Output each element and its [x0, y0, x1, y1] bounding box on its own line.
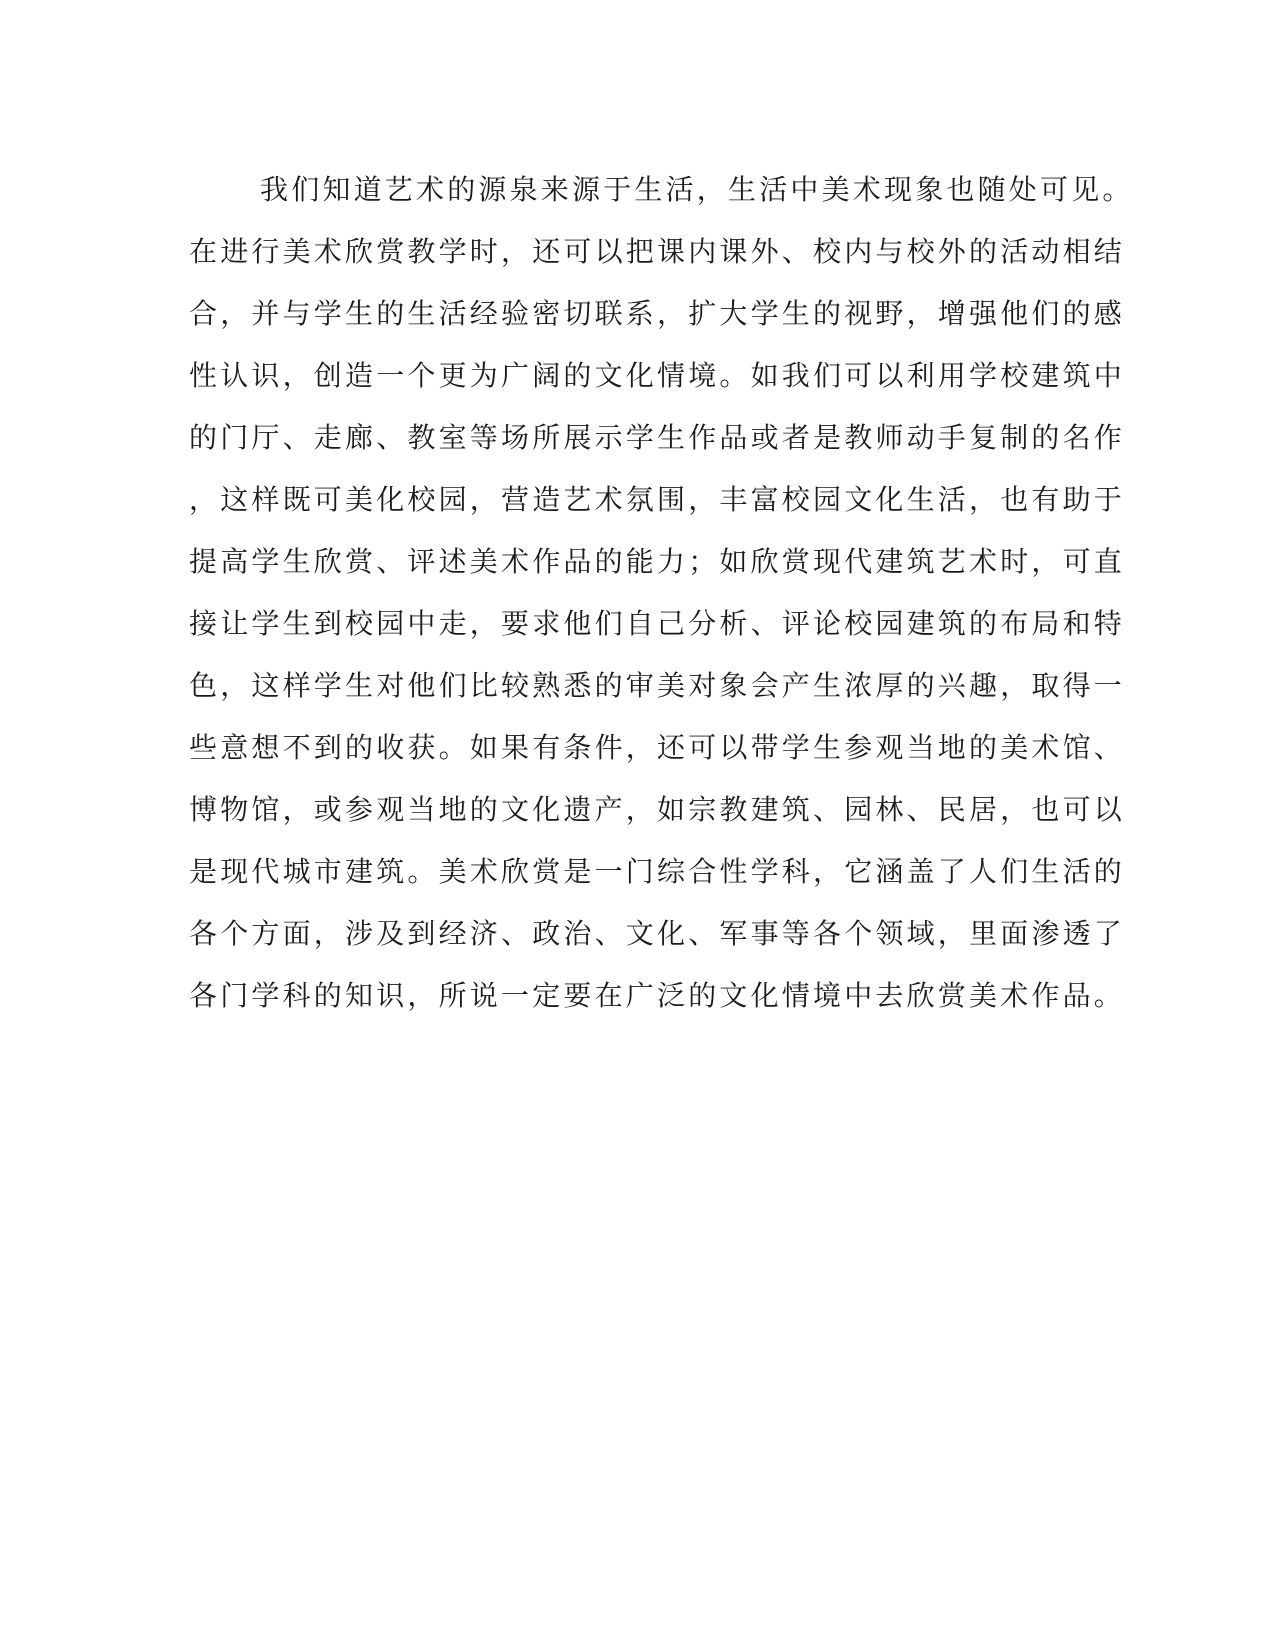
- paragraph-line-5: 的门厅、走廊、教室等场所展示学生作品或者是教师动手复制的名作: [189, 421, 1126, 454]
- paragraph-line-6: ，这样既可美化校园，营造艺术氛围，丰富校园文化生活，也有助于: [189, 483, 1126, 516]
- paragraph-line-12: 是现代城市建筑。美术欣赏是一门综合性学科，它涵盖了人们生活的: [189, 855, 1126, 888]
- paragraph-line-2: 在进行美术欣赏教学时，还可以把课内课外、校内与校外的活动相结: [189, 235, 1126, 268]
- paragraph-line-7: 提高学生欣赏、评述美术作品的能力；如欣赏现代建筑艺术时，可直: [189, 545, 1126, 578]
- paragraph-line-8: 接让学生到校园中走，要求他们自己分析、评论校园建筑的布局和特: [189, 607, 1126, 640]
- paragraph-line-1: 我们知道艺术的源泉来源于生活，生活中美术现象也随处可见。: [260, 173, 1134, 206]
- paragraph-line-11: 博物馆，或参观当地的文化遗产，如宗教建筑、园林、民居，也可以: [189, 793, 1126, 826]
- paragraph-line-13: 各个方面，涉及到经济、政治、文化、军事等各个领域，里面渗透了: [189, 917, 1126, 950]
- paragraph-line-4: 性认识，创造一个更为广阔的文化情境。如我们可以利用学校建筑中: [189, 359, 1126, 392]
- paragraph-line-3: 合，并与学生的生活经验密切联系，扩大学生的视野，增强他们的感: [189, 297, 1126, 330]
- paragraph-line-14: 各门学科的知识，所说一定要在广泛的文化情境中去欣赏美术作品。: [189, 979, 1126, 1012]
- body-paragraph: [189, 164, 1134, 1032]
- paragraph-line-10: 些意想不到的收获。如果有条件，还可以带学生参观当地的美术馆、: [189, 731, 1126, 764]
- paragraph-line-9: 色，这样学生对他们比较熟悉的审美对象会产生浓厚的兴趣，取得一: [189, 669, 1126, 702]
